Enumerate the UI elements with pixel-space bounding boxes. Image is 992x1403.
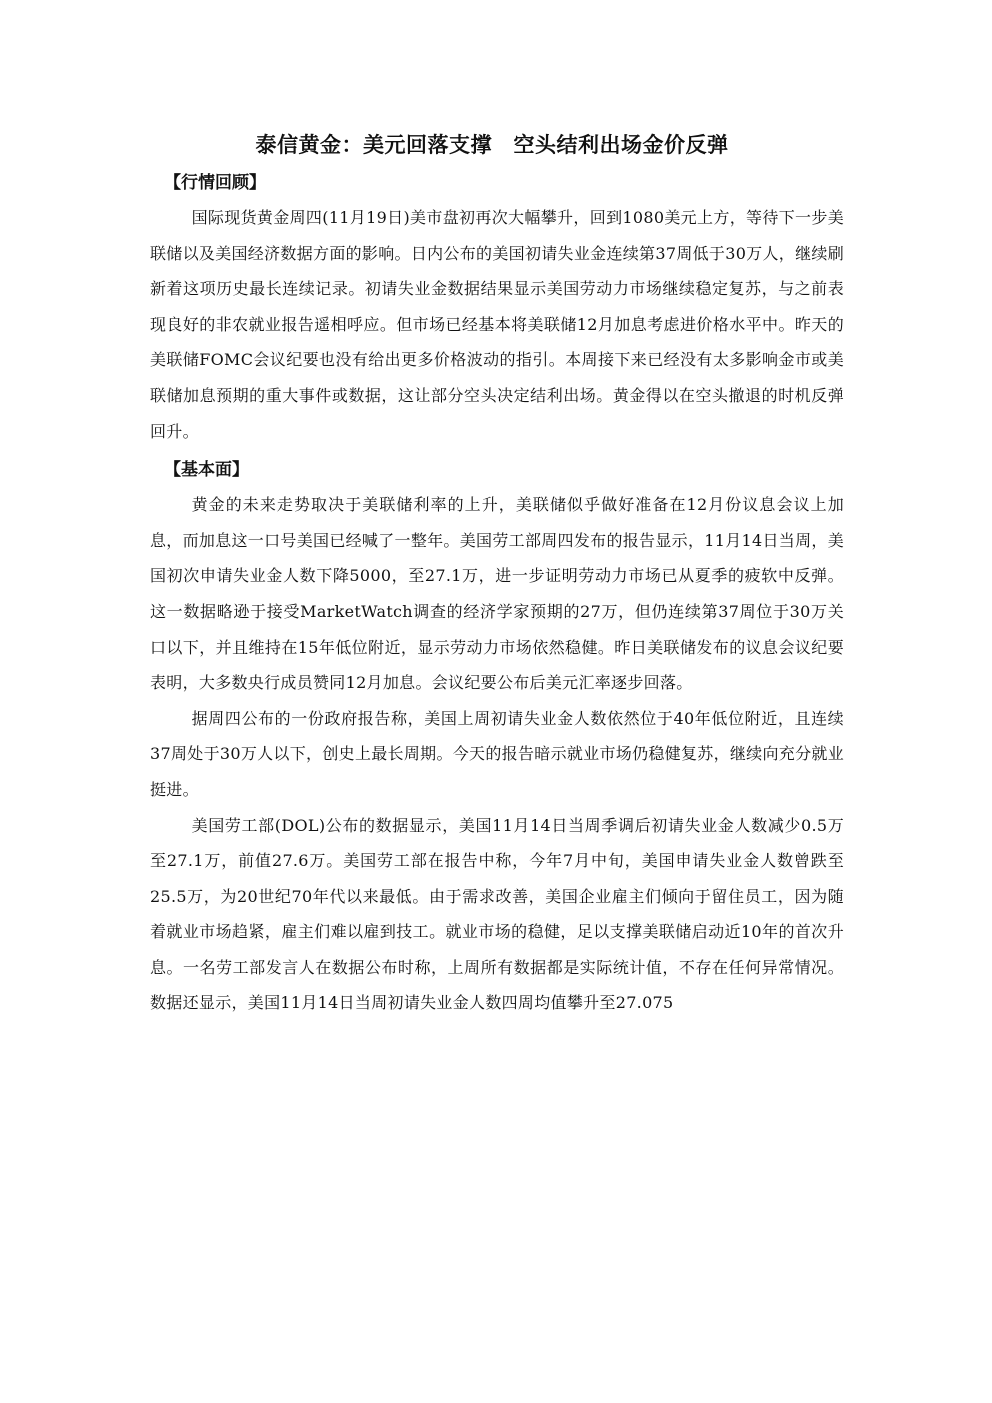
section-market-review bbox=[150, 166, 844, 449]
document-title: 泰信黄金：美元回落支撑 空头结利出场金价反弹 bbox=[255, 133, 729, 157]
section-heading-market-review: 【行情回顾】 bbox=[164, 173, 266, 193]
paragraph: 据周四公布的一份政府报告称，美国上周初请失业金人数依然位于40年低位附近，且连续37周处于30万人以下，创史上最长周期。今天的报告暗示就业市场仍稳健复苏，继续向充分就业挺进。 bbox=[150, 708, 844, 799]
document-page bbox=[150, 126, 844, 1021]
paragraph: 国际现货黄金周四(11月19日)美市盘初再次大幅攀升，回到1080美元上方，等待下一步美联储以及美国经济数据方面的影响。日内公布的美国初请失业金连续第37周低于30万人，继续刷新着这项历史最长连续记录。初请失业金数据结果显示美国劳动力市场继续稳定复苏，与之前表现良好的非农就业报告遥相呼应。但市场已经基本将美联储12月加息考虑进价格水平中。昨天的美联储FOMC会议纪要也没有给出更多价格波动的指引。本周接下来已经没有太多影响金市或美联储加息预期的重大事件或数据，这让部分空头决定结利出场。黄金得以在空头撤退的时机反弹回升。 bbox=[150, 208, 844, 441]
section-heading-fundamentals: 【基本面】 bbox=[164, 460, 249, 481]
section-fundamentals bbox=[150, 453, 844, 1021]
paragraph: 美国劳工部(DOL)公布的数据显示，美国11月14日当周季调后初请失业金人数减少0.5万至27.1万，前值27.6万。美国劳工部在报告中称，今年7月中旬，美国申请失业金人数曾跌至25.5万，为20世纪70年代以来最低。由于需求改善，美国企业雇主们倾向于留住员工，因为随着就业市场趋紧，雇主们难以雇到技工。就业市场的稳健，足以支撑美联储启动近10年的首次升息。一名劳工部发言人在数据公布时称，上周所有数据都是实际统计值，不存在任何异常情况。数据还显示，美国11月14日当周初请失业金人数四周均值攀升至27.075 bbox=[150, 815, 844, 1013]
paragraph: 黄金的未来走势取决于美联储利率的上升，美联储似乎做好准备在12月份议息会议上加息，而加息这一口号美国已经喊了一整年。美国劳工部周四发布的报告显示，11月14日当周，美国初次申请失业金人数下降5000，至27.1万，进一步证明劳动力市场已从夏季的疲软中反弹。这一数据略逊于接受MarketWatch调查的经济学家预期的27万，但仍连续第37周位于30万关口以下，并且维持在15年低位附近，显示劳动力市场依然稳健。昨日美联储发布的议息会议纪要表明，大多数央行成员赞同12月加息。会议纪要公布后美元汇率逐步回落。 bbox=[150, 495, 844, 693]
